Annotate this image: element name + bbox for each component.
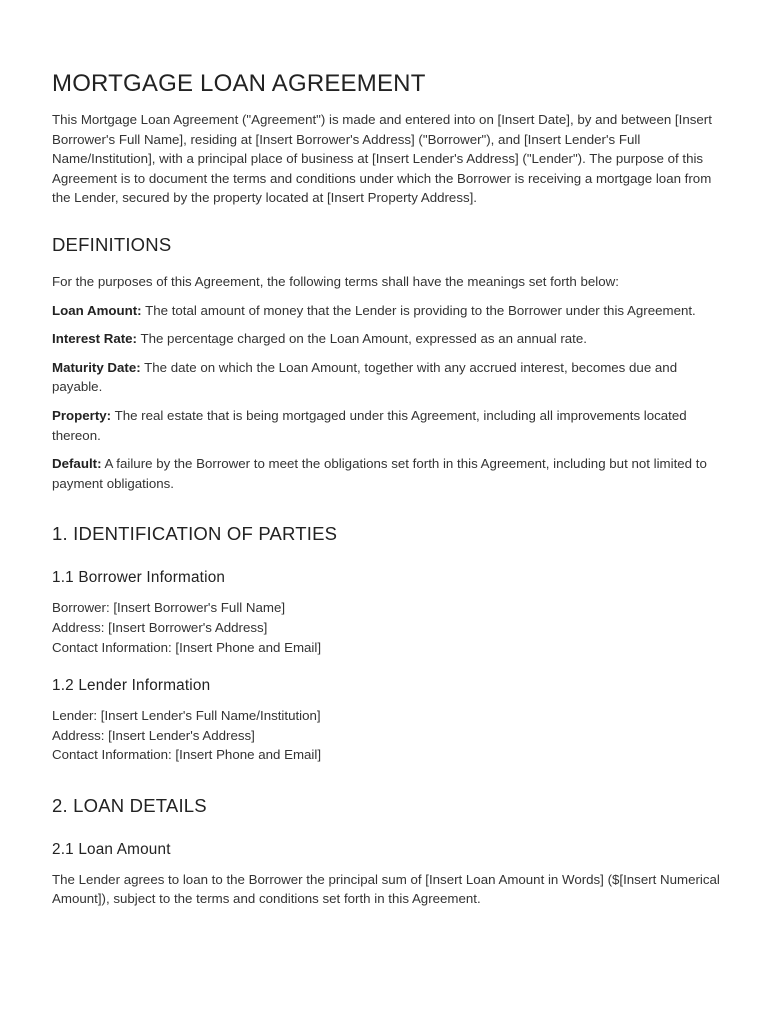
definition-text: The percentage charged on the Loan Amount, expressed as an annual rate. (140, 331, 587, 347)
definition-term: Maturity Date: (52, 359, 141, 375)
definitions-heading: DEFINITIONS (52, 233, 172, 255)
borrower-address-line: Address: [Insert Borrower's Address] (52, 619, 268, 635)
definition-term: Property: (52, 407, 112, 423)
section-2-heading: 2. LOAN DETAILS (52, 794, 207, 816)
definition-maturity-date (52, 358, 722, 397)
section-1-heading: 1. IDENTIFICATION OF PARTIES (52, 523, 338, 545)
definition-loan-amount (52, 301, 722, 321)
borrower-contact-line: Contact Information: [Insert Phone and Email] (52, 639, 322, 655)
lender-name-line: Lender: [Insert Lender's Full Name/Institution] (52, 708, 321, 724)
definition-term: Interest Rate: (52, 331, 137, 347)
lender-info-block (52, 706, 722, 765)
borrower-info-block (52, 598, 722, 657)
definition-property (52, 406, 722, 445)
definitions-lead: For the purposes of this Agreement, the following terms shall have the meanings set forth below: (52, 273, 619, 289)
document-page (52, 70, 722, 909)
definition-text: The total amount of money that the Lender is providing to the Borrower under this Agreement. (145, 302, 696, 318)
lender-contact-line: Contact Information: [Insert Phone and Email] (52, 747, 322, 763)
definition-default (52, 454, 722, 493)
borrower-info-heading: 1.1 Borrower Information (52, 569, 226, 587)
definition-text: The real estate that is being mortgaged under this Agreement, including all improvements located thereon. (52, 407, 687, 443)
document-title: MORTGAGE LOAN AGREEMENT (52, 70, 426, 97)
lender-address-line: Address: [Insert Lender's Address] (52, 727, 255, 743)
lender-info-heading: 1.2 Lender Information (52, 677, 211, 695)
borrower-name-line: Borrower: [Insert Borrower's Full Name] (52, 600, 286, 616)
loan-amount-heading: 2.1 Loan Amount (52, 840, 171, 858)
intro-paragraph: This Mortgage Loan Agreement ("Agreement") is made and entered into on [Insert Date], by and between [Insert Borrower's Full Name], residing at [Insert Borrower's Address] ("Borrower"), and [Insert Lender's Full Name/Institution], with a principal place of business at [Insert Lender's Address] ("Lender"). The purpose of this Agreement is to document the terms and conditions under which the Borrower is receiving a mortgage loan from the Lender, secured by the property located at [Insert Property Address]. (52, 112, 712, 206)
definition-text: A failure by the Borrower to meet the obligations set forth in this Agreement, including but not limited to payment obligations. (52, 456, 707, 491)
definition-interest-rate (52, 329, 722, 349)
definition-term: Default: (52, 456, 102, 472)
definition-term: Loan Amount: (52, 302, 142, 318)
loan-amount-paragraph: The Lender agrees to loan to the Borrower the principal sum of [Insert Loan Amount in Words] ($[Insert Numerical Amount]), subject to the terms and conditions set forth in this Agreement. (52, 871, 720, 907)
definition-text: The date on which the Loan Amount, together with any accrued interest, becomes due and payable. (52, 359, 678, 395)
